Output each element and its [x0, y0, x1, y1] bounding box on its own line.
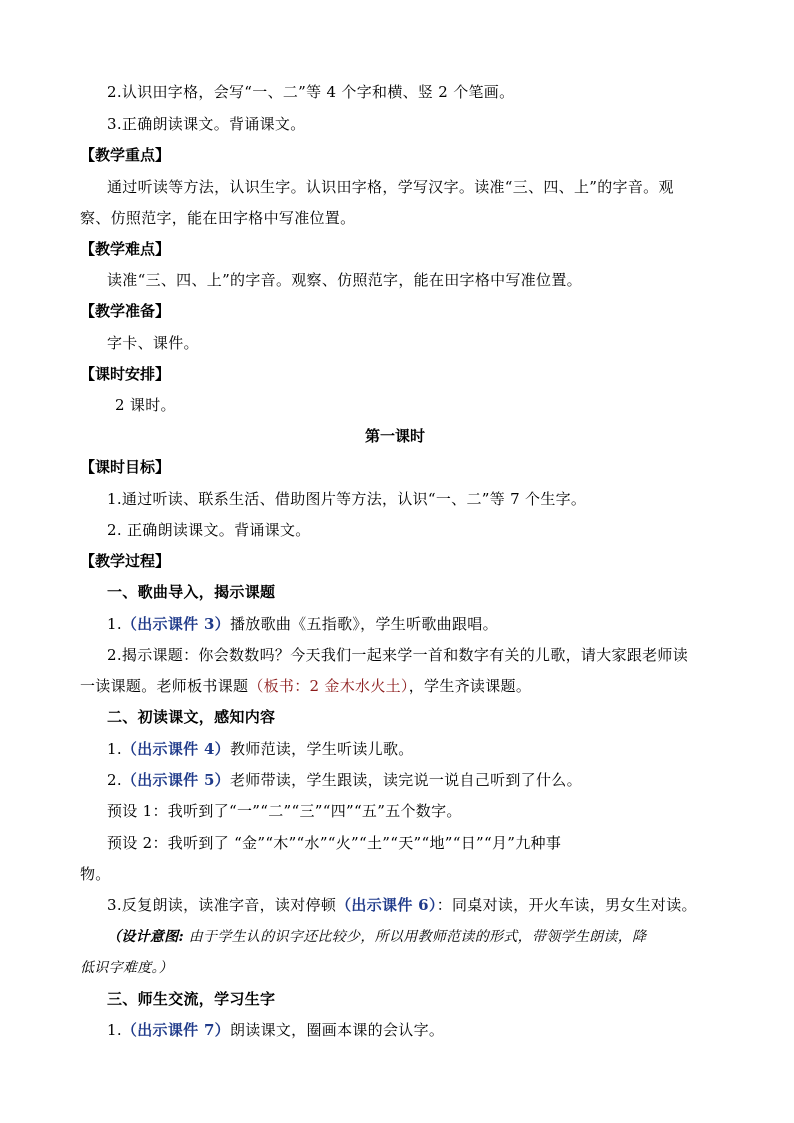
section-2-line-1	[107, 739, 414, 759]
line-text: 老师带读，学生跟读，读完说一说自己听到了什么。	[229, 771, 582, 789]
line-text: ：同桌对读，开火车读，男女生对读。	[436, 896, 697, 914]
courseware-tag: （出示课件 3）	[121, 615, 230, 633]
design-intent-text: 由于学生认的识字还比较少，所以用教师范读的形式，带领学生朗读，降	[183, 929, 647, 945]
section-2-title: 二、初读课文，感知内容	[107, 708, 276, 726]
section-1-line-1	[107, 614, 498, 634]
difficult-points-heading: 【教学难点】	[80, 240, 171, 258]
section-2-line-2	[107, 770, 582, 790]
item-number: 1.	[107, 1021, 122, 1039]
section-2-line-5: 物。	[80, 865, 111, 883]
line-text: 一读课题。老师板书课题	[80, 677, 249, 695]
schedule-line-1: 2 课时。	[115, 396, 176, 414]
design-intent-line-1	[107, 927, 646, 947]
goal-3: 3.正确朗读课文。背诵课文。	[107, 115, 306, 133]
preparation-line-1: 字卡、课件。	[107, 334, 199, 352]
key-points-line-2: 察、仿照范字，能在田字格中写准位置。	[80, 209, 356, 227]
item-number: 1.	[107, 615, 122, 633]
process-heading: 【教学过程】	[80, 552, 171, 570]
section-1-title: 一、歌曲导入，揭示课题	[107, 583, 276, 601]
key-points-heading: 【教学重点】	[80, 146, 171, 164]
lesson-goals-line-1: 1.通过听读、联系生活、借助图片等方法，认识“一、二”等 7 个生字。	[107, 490, 587, 508]
line-text: 教师范读，学生听读儿歌。	[229, 740, 414, 758]
section-2-line-3: 预设 1：我听到了“一”“二”“三”“四”“五”五个数字。	[107, 802, 462, 820]
courseware-tag: （出示课件 5）	[121, 771, 230, 789]
design-intent-label: （设计意图:	[107, 929, 184, 945]
lesson-title: 第一课时	[365, 427, 426, 445]
section-3-title: 三、师生交流，学习生字	[107, 990, 276, 1008]
section-2-line-6	[107, 895, 697, 915]
goal-2: 2.认识田字格，会写“一、二”等 4 个字和横、竖 2 个笔画。	[107, 83, 515, 101]
preparation-heading: 【教学准备】	[80, 302, 171, 320]
section-1-line-2: 2.揭示课题：你会数数吗？今天我们一起来学一首和数字有关的儿歌，请大家跟老师读	[107, 646, 689, 664]
line-text: 3.反复朗读，读准字音，读对停顿	[107, 896, 337, 914]
schedule-heading: 【课时安排】	[80, 365, 171, 383]
courseware-tag: （出示课件 4）	[121, 740, 230, 758]
board-writing: （板书：2 金木水火土）	[248, 677, 409, 695]
item-number: 1.	[107, 740, 122, 758]
line-text: 朗读课文，圈画本课的会认字。	[229, 1021, 445, 1039]
courseware-tag: （出示课件 6）	[336, 896, 437, 914]
difficult-points-line-1: 读准“三、四、上”的字音。观察、仿照范字，能在田字格中写准位置。	[107, 271, 582, 289]
design-intent-line-2: 低识字难度。）	[80, 960, 174, 976]
section-2-line-4: 预设 2：我听到了 “金”“木”“水”“火”“土”“天”“地”“日”“月”九种事	[107, 834, 562, 852]
item-number: 2.	[107, 771, 122, 789]
lesson-goals-line-2: 2. 正确朗读课文。背诵课文。	[107, 521, 311, 539]
section-3-line-1	[107, 1020, 444, 1040]
key-points-line-1: 通过听读等方法，认识生字。认识田字格，学写汉字。读准“三、四、上”的字音。观	[107, 178, 674, 196]
line-text: ，学生齐读课题。	[408, 677, 532, 695]
courseware-tag: （出示课件 7）	[121, 1021, 230, 1039]
section-1-line-3	[80, 676, 531, 696]
line-text: 播放歌曲《五指歌》，学生听歌曲跟唱。	[229, 615, 498, 633]
lesson-goals-heading: 【课时目标】	[80, 458, 171, 476]
